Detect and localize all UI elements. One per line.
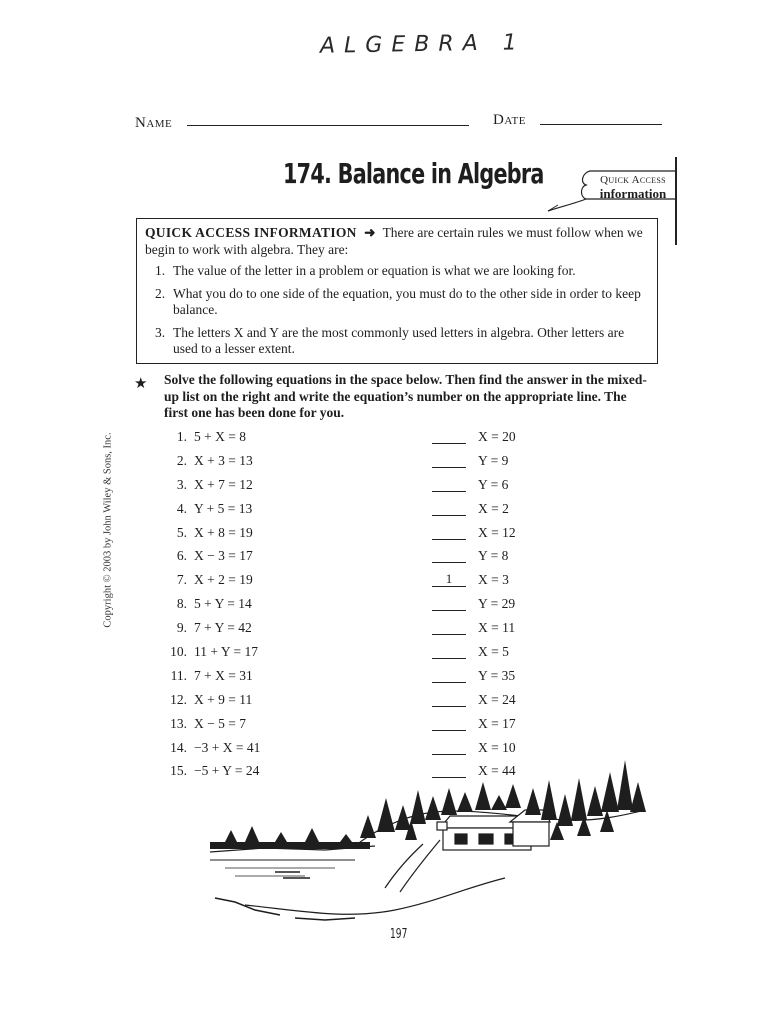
answer-value: Y = 8 [478,548,509,564]
rule-number: 2. [155,285,166,301]
equation: 11 + Y = 17 [194,644,258,660]
equation: 7 + Y = 42 [194,620,252,636]
answer-value: X = 24 [478,691,516,707]
equation-row [166,525,346,549]
lake-cabin-illustration [205,760,655,930]
answer-row [432,453,552,477]
star-icon: ★ [134,376,148,392]
answer-value: Y = 9 [478,452,509,468]
answer-value: X = 12 [478,524,516,540]
answer-blank[interactable] [432,716,466,731]
equation-row [166,501,346,525]
equation: 5 + Y = 14 [194,596,252,612]
answer-value: Y = 6 [478,476,509,492]
answer-value: X = 2 [478,500,509,516]
answer-row [432,548,552,572]
equation-number: 10. [170,644,187,660]
answer-blank[interactable] [432,644,466,659]
answer-row [432,501,552,525]
equation-row [166,548,346,572]
equation-row [166,477,346,501]
arrow-right-icon: ➜ [364,225,376,240]
equation-row [166,668,346,692]
answer-value: X = 20 [478,429,516,444]
equation-number: 6. [176,548,187,564]
answer-value: X = 3 [478,572,509,588]
date-label: Date [493,112,526,128]
rule-text: The letters X and Y are the most commonly used letters in algebra. Other letters are used to a lesser extent. [173,324,625,356]
equation-number: 11. [170,667,187,683]
edge-mark [675,157,677,245]
rules-list [145,263,649,358]
equation-number: 13. [170,715,187,731]
info-lead: QUICK ACCESS INFORMATION [145,225,357,240]
date-field[interactable] [540,124,662,125]
answer-blank[interactable]: 1 [432,572,466,587]
rule-item [145,286,649,319]
equation-number: 8. [176,596,187,612]
equation-number: 7. [176,572,187,588]
equation: −5 + Y = 24 [194,763,260,779]
answer-list [432,429,552,787]
answer-blank[interactable] [432,548,466,563]
equation-row [166,716,346,740]
equation-number: 12. [170,691,187,707]
equation-number: 9. [176,620,187,636]
rule-number: 3. [155,324,166,340]
page-number: 197 [390,927,408,942]
answer-blank[interactable] [432,740,466,755]
equation-row [166,692,346,716]
equation: X + 9 = 11 [194,691,253,707]
equation: X + 8 = 19 [194,524,253,540]
answer-blank[interactable] [432,620,466,635]
answer-row [432,668,552,692]
equation-number: 5. [176,524,187,540]
answer-row [432,429,552,453]
answer-row [432,477,552,501]
quick-access-badge [588,173,678,201]
answer-blank[interactable] [432,596,466,611]
answer-blank[interactable] [432,429,466,444]
answer-row [432,716,552,740]
info-intro [145,225,649,258]
equation-row [166,620,346,644]
answer-row [432,692,552,716]
handwritten-heading: ALGEBRA 1 [319,30,526,59]
equation-number: 14. [170,739,187,755]
name-field[interactable] [187,125,469,126]
equation: X + 2 = 19 [194,572,253,588]
answer-value: X = 44 [478,763,516,779]
answer-value: Y = 29 [478,596,516,612]
equation-row [166,644,346,668]
answer-blank[interactable] [432,477,466,492]
answer-row [432,596,552,620]
answer-value: X = 17 [478,715,516,731]
equation: Y + 5 = 13 [194,500,253,516]
info-text: There are certain rules we must follow when we begin to work with algebra. They are: [145,225,643,257]
copyright-notice: Copyright © 2003 by John Wiley & Sons, Inc. [102,432,114,628]
answer-row [432,525,552,549]
answer-blank[interactable] [432,692,466,707]
equation: X + 3 = 13 [194,452,253,468]
instructions-text: Solve the following equations in the space below. Then find the answer in the mixed-up list on the right and write the equation’s number on the appropriate line. The first one has been done for you. [164,372,647,420]
quick-access-info-box [136,218,658,364]
answer-value: X = 11 [478,620,516,636]
answer-value: X = 10 [478,739,516,755]
equation-number: 3. [176,476,187,492]
equation-row [166,572,346,596]
badge-line2: information [599,186,667,201]
answer-blank[interactable] [432,525,466,540]
rule-text: What you do to one side of the equation, you must do to the other side in order to keep balance. [173,285,641,317]
equation: X − 5 = 7 [194,715,246,731]
equation-number: 4. [176,500,187,516]
equation-row [166,429,346,453]
equation: 5 + X = 8 [194,429,246,444]
rule-number: 1. [155,263,166,278]
answer-row [432,644,552,668]
equation: X − 3 = 17 [194,548,253,564]
rule-text: The value of the letter in a problem or equation is what we are looking for. [173,263,576,278]
answer-value: Y = 35 [478,667,516,683]
equation-number: 15. [170,763,187,779]
equation-list [166,429,346,787]
badge-line1: Quick Access [600,174,666,186]
answer-blank[interactable] [432,668,466,683]
equation-row [166,453,346,477]
equation-number: 2. [176,452,187,468]
answer-value: X = 5 [478,644,509,660]
rule-item [145,325,649,358]
equation: 7 + X = 31 [194,667,253,683]
equation-row [166,596,346,620]
equation: −3 + X = 41 [194,739,261,755]
equation-number: 1. [176,429,187,444]
name-label: Name [135,115,173,131]
answer-row [432,620,552,644]
answer-blank[interactable] [432,501,466,516]
answer-blank[interactable] [432,453,466,468]
rule-item [145,263,649,280]
page-title: 174. Balance in Algebra [283,157,544,190]
answer-row [432,572,552,596]
equation: X + 7 = 12 [194,476,253,492]
